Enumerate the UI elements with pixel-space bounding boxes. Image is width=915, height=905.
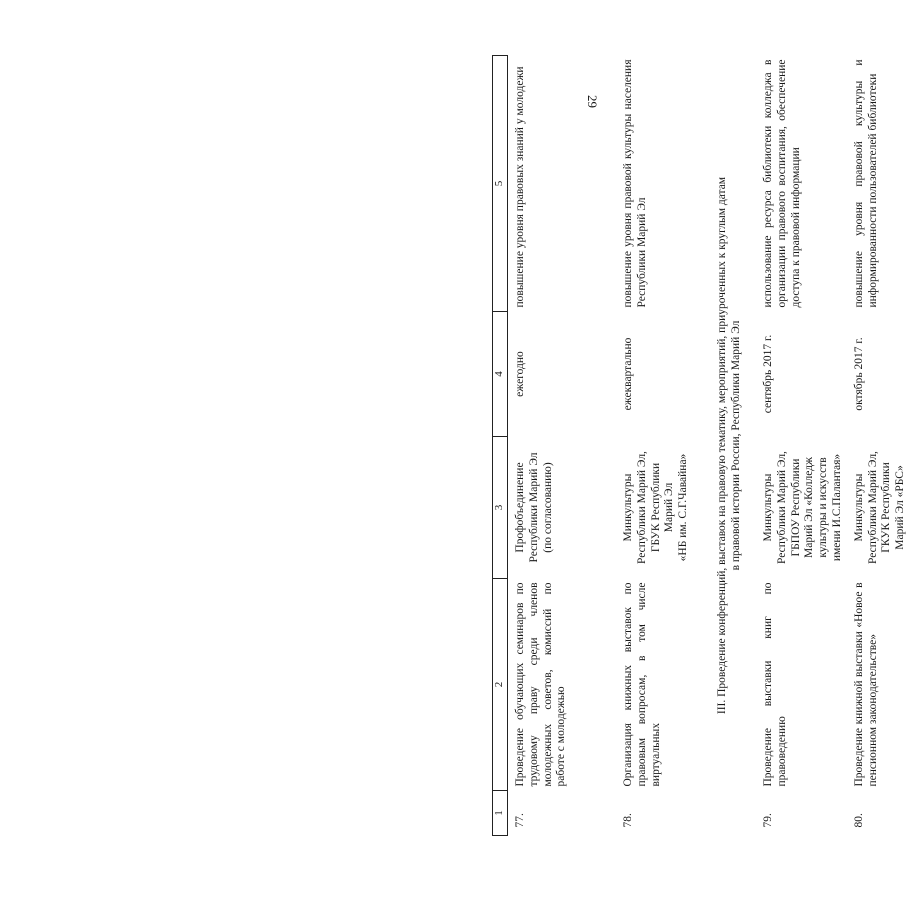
plan-table — [492, 55, 915, 836]
header-col-1: 1 — [493, 791, 508, 836]
section-title: III. Проведение конференций, выставок на правовую тематику, мероприятий, приуроченных к круглым датам — [716, 176, 728, 715]
section-heading-row — [714, 56, 756, 836]
section-heading — [714, 56, 756, 836]
rotated-table-container — [492, 56, 907, 836]
section-subtitle: в правовой истории России, Республики Марий Эл — [729, 320, 742, 571]
row-result: использование ресурса библиотеки колледжа в организации правового воспитания, обеспечение доступа к правовой информации — [762, 59, 802, 308]
row-term: ежегодно — [514, 351, 526, 397]
row-number: 79. — [762, 813, 774, 828]
row-number: 77. — [514, 813, 526, 828]
table-row — [616, 56, 714, 836]
header-col-2: 2 — [493, 579, 508, 791]
row-event: Проведение выставки книг по правоведению — [762, 582, 788, 787]
row-result: повышение уровня правовой культуры населения Республики Марий Эл — [622, 59, 648, 308]
row-term: октябрь 2017 г. — [852, 337, 865, 411]
row-number: 78. — [622, 813, 634, 828]
row-result: повышение уровня правовой культуры и информированности пользователей библиотеки — [852, 59, 879, 308]
row-number: 80. — [852, 813, 865, 828]
page-number: 29 — [585, 95, 600, 108]
table-row — [508, 56, 617, 836]
row-organizer: Профобъединение Республики Марий Эл (по согласованию) — [514, 452, 554, 563]
row-term: сентябрь 2017 г. — [762, 334, 774, 414]
table-row — [756, 56, 847, 836]
header-row — [493, 56, 508, 836]
row-event: Проведение книжной выставки «Новое в пенсионном законодательстве» — [852, 582, 879, 787]
row-event: Организация книжных выставок по правовым вопросам, в том числе виртуальных — [622, 582, 662, 787]
row-organizer: Минкультуры Республики Марий Эл, ГБУК Республики Марий Эл «НБ им. С.Г.Чавайна» — [622, 451, 690, 564]
row-result: повышение уровня правовых знаний у молодежи — [514, 66, 526, 308]
row-term: ежеквартально — [622, 337, 634, 411]
table-row — [847, 56, 915, 836]
row-organizer: Минкультуры Республики Марий Эл, ГБПОУ Республики Марий Эл «Колледж культуры и искусств имени И.С.Палантая» — [762, 451, 843, 564]
row-organizer: Минкультуры Республики Марий Эл, ГКУК Республики Марий Эл «РБС» — [852, 451, 907, 564]
header-col-3: 3 — [493, 437, 508, 579]
header-col-4: 4 — [493, 312, 508, 437]
row-event: Проведение обучающих семинаров по трудовому праву среди членов молодежных советов, комиссий по работе с молодежью — [514, 582, 568, 787]
header-col-5: 5 — [493, 56, 508, 312]
